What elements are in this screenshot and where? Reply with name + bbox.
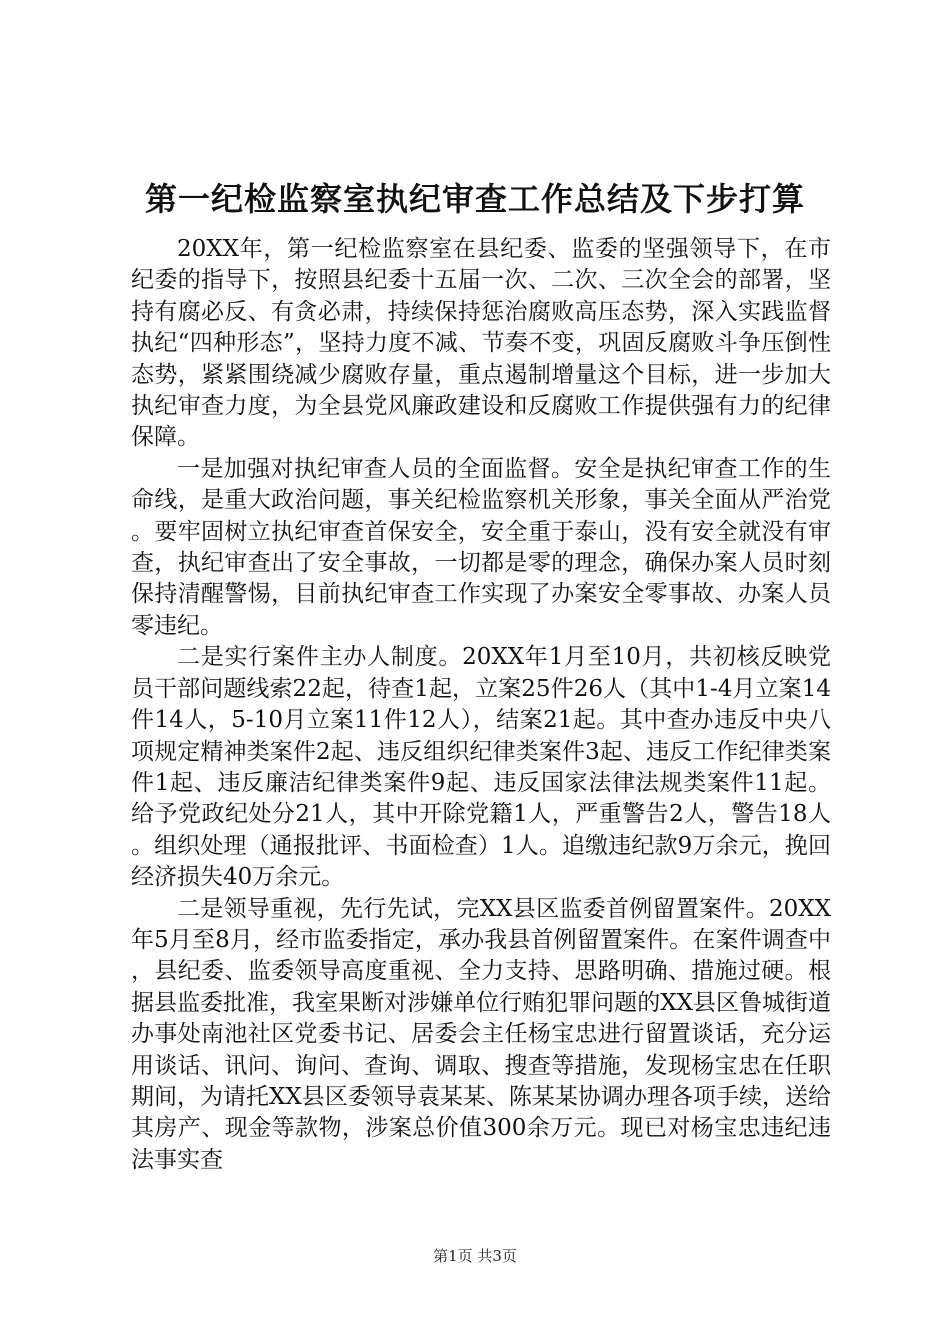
document-body bbox=[131, 234, 831, 1176]
paragraph-case-handler-system: 二是实行案件主办人制度。20XX年1月至10月，共初核反映党员干部问题线索22起，待查1起，立案25件26人（其中1-4月立案14件14人，5-10月立案11件12人），结案21起。其中查办违反中央八项规定精神类案件2起、违反组织纪律类案件3起、违反工作纪律类案件1起、违反廉洁纪律类案件9起、违反国家法律法规类案件11起。给予党政纪处分21人，其中开除党籍1人，严重警告2人，警告18人。组织处理（通报批评、书面检查）1人。追缴违纪款9万余元，挽回经济损失40万余元。 bbox=[131, 644, 831, 891]
paragraph-supervision: 一是加强对执纪审查人员的全面监督。安全是执纪审查工作的生命线，是重大政治问题，事关纪检监察机关形象，事关全面从严治党。要牢固树立执纪审查首保安全，安全重于泰山，没有安全就没有审查，执纪审查出了安全事故，一切都是零的理念，确保办案人员时刻保持清醒警惕，目前执纪审查工作实现了办案安全零事故、办案人员零违纪。 bbox=[131, 455, 831, 639]
paragraph-detention-case: 二是领导重视，先行先试，完XX县区监委首例留置案件。20XX年5月至8月，经市监委指定，承办我县首例留置案件。在案件调查中，县纪委、监委领导高度重视、全力支持、思路明确、措施过硬。根据县监委批准，我室果断对涉嫌单位行贿犯罪问题的XX县区鲁城街道办事处南池社区党委书记、居委会主任杨宝忠进行留置谈话，充分运用谈话、讯问、询问、查询、调取、搜查等措施，发现杨宝忠在任职期间，为请托XX县区委领导袁某某、陈某某协调办理各项手续，送给其房产、现金等款物，涉案总价值300余万元。现已对杨宝忠违纪违法事实查 bbox=[131, 895, 831, 1173]
page-number: 第1页 共3页 bbox=[433, 1247, 517, 1265]
paragraph-intro: 20XX年，第一纪检监察室在县纪委、监委的坚强领导下，在市纪委的指导下，按照县纪委十五届一次、二次、三次全会的部署，坚持有腐必反、有贪必肃，持续保持惩治腐败高压态势，深入实践监督执纪“四种形态”，坚持力度不减、节奏不变，巩固反腐败斗争压倒性态势，紧紧围绕减少腐败存量，重点遏制增量这个目标，进一步加大执纪审查力度，为全县党风廉政建设和反腐败工作提供强有力的纪律保障。 bbox=[131, 236, 831, 451]
document-title: 第一纪检监察室执纪审查工作总结及下步打算 bbox=[144, 180, 805, 218]
